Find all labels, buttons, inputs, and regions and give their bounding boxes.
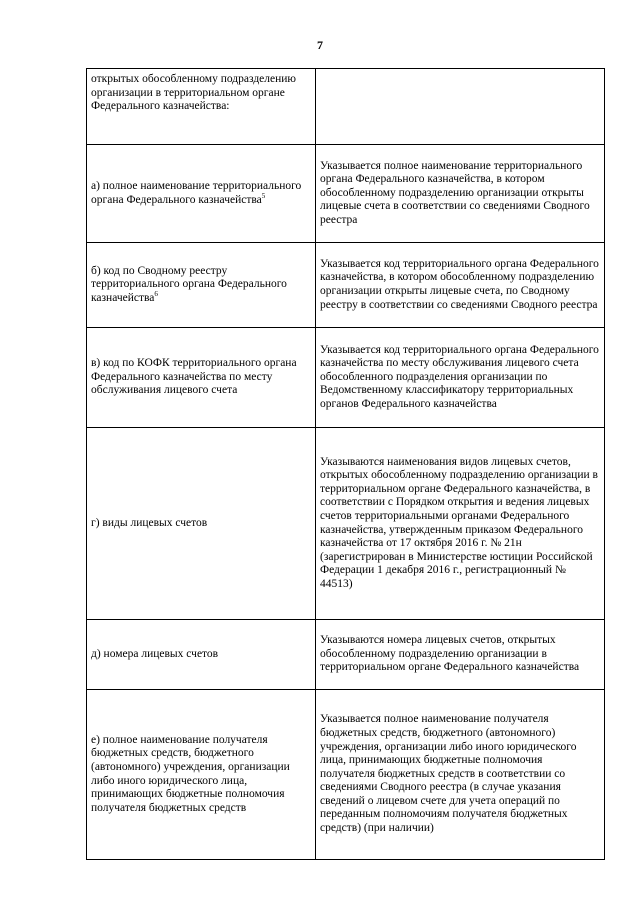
field-name-cell <box>87 243 316 328</box>
table-row <box>87 428 605 620</box>
field-description-cell <box>316 145 605 243</box>
table-row <box>87 328 605 428</box>
field-name: б) код по Сводному реестру территориального органа Федерального казначейства <box>91 264 287 304</box>
table-row <box>87 145 605 243</box>
field-name: а) полное наименование территориального органа Федерального казначейства <box>91 179 302 206</box>
field-description-cell <box>316 243 605 328</box>
field-name-cell <box>87 428 316 620</box>
table-row <box>87 690 605 860</box>
field-name-cell <box>87 145 316 243</box>
field-name: е) полное наименование получателя бюджетных средств, бюджетного (автономного) учреждения, организации либо иного юридического лица, принимающих бюджетные полномочия получателя бюджетных средств <box>91 733 290 814</box>
field-description: Указываются наименования видов лицевых счетов, открытых обособленному подразделению организации в территориальном органе Федерального казначейства, в соответствии с Порядком открытия и ведения лицевых счетов территориальными органами Федерального казначейства, утвержденным приказом Федерального казначейства от 17 октября 2016 г. № 21н (зарегистрирован в Министерстве юстиции Российской Федерации 1 декабря 2016 г., регистрационный № 44513) <box>320 455 598 590</box>
field-name-cell <box>87 328 316 428</box>
field-description-cell <box>316 690 605 860</box>
field-name: открытых обособленному подразделению организации в территориальном органе Федерального казначейства: <box>91 73 297 113</box>
field-name: г) виды лицевых счетов <box>91 516 208 529</box>
field-description-cell <box>316 69 605 145</box>
field-description: Указывается полное наименование территориального органа Федерального казначейства, в котором обособленному подразделению организации открыты лицевые счета в соответствии со сведениями Сводного реестра <box>320 159 590 226</box>
field-name: д) номера лицевых счетов <box>91 647 219 660</box>
field-description: Указывается полное наименование получателя бюджетных средств, бюджетного (автономного) учреждения, организации либо иного юридического лица, принимающих бюджетные полномочия получателя бюджетных средств в соответствии со сведениями Сводного реестра (в случае указания сведений о лицевом счете для учета операций по переданным полномочиям получателя бюджетных средств) (при наличии) <box>320 713 577 835</box>
field-name-cell <box>87 690 316 860</box>
field-description-cell <box>316 328 605 428</box>
requisites-table <box>86 68 605 860</box>
field-name-cell <box>87 620 316 690</box>
field-description: Указываются номера лицевых счетов, открытых обособленному подразделению организации в территориальном органе Федерального казначейства <box>320 634 580 674</box>
table-row <box>87 69 605 145</box>
table-row <box>87 243 605 328</box>
table-row <box>87 620 605 690</box>
field-description: Указывается код территориального органа Федерального казначейства, в котором обособленному подразделению организации открыты лицевые счета, по Сводному реестру в соответствии со сведениями Сводного реестра <box>320 257 599 311</box>
page-number: 7 <box>317 38 323 52</box>
footnote-ref: 6 <box>154 289 158 298</box>
footnote-ref: 5 <box>261 191 266 200</box>
field-name: в) код по КОФК территориального органа Федерального казначейства по месту обслуживания лицевого счета <box>91 357 297 397</box>
field-description-cell <box>316 428 605 620</box>
field-name-cell <box>87 69 316 145</box>
field-description: Указывается код территориального органа Федерального казначейства по месту обслуживания лицевого счета обособленного подразделения организации по Ведомственному классификатору территориальных органов Федерального казначейства <box>320 343 599 410</box>
field-description-cell <box>316 620 605 690</box>
